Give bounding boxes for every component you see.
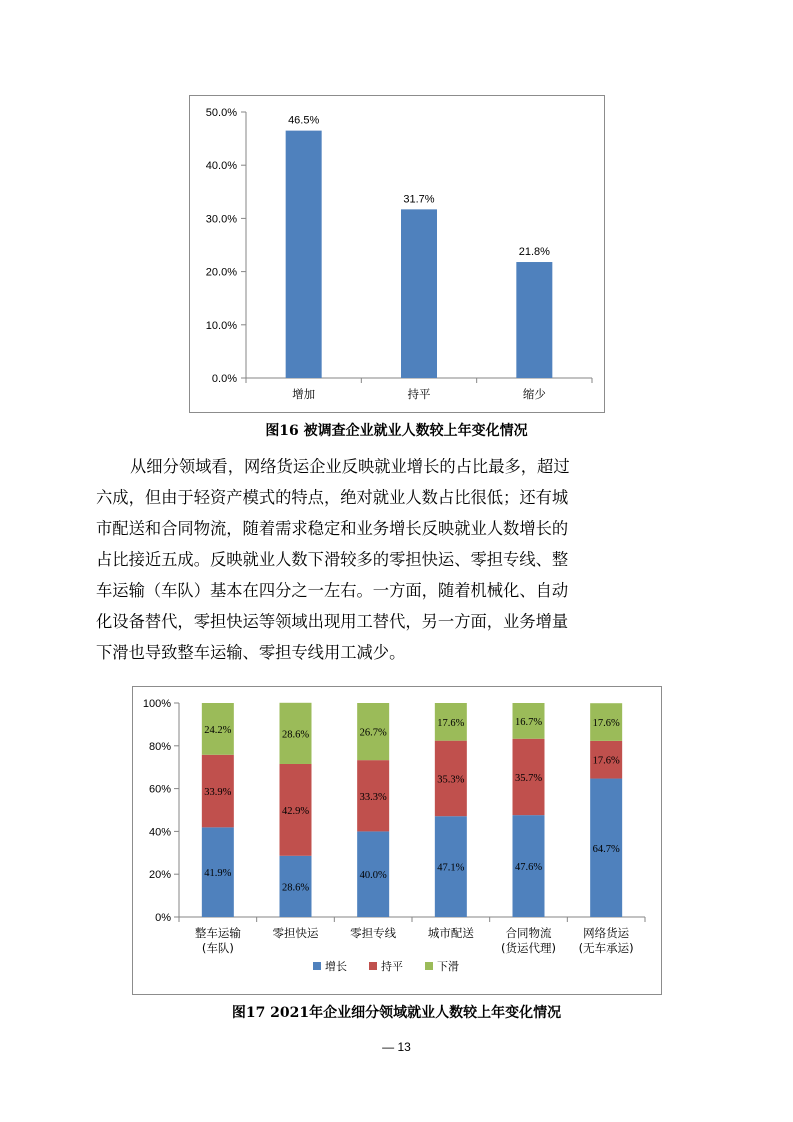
paragraph-line: 化设备替代，零担快运等领域出现用工替代，另一方面，业务增量 bbox=[96, 612, 569, 631]
segment-data-label: 26.7% bbox=[359, 727, 387, 739]
segment-data-label: 17.6% bbox=[592, 718, 620, 730]
legend-label: 下滑 bbox=[437, 960, 459, 973]
y-tick-label: 50.0% bbox=[205, 107, 237, 119]
y-tick-label: 40% bbox=[148, 826, 171, 839]
legend-swatch bbox=[425, 962, 433, 970]
bar-data-label: 31.7% bbox=[403, 193, 435, 206]
x-category-label: 整车运输 bbox=[194, 926, 241, 940]
x-category-label: 零担专线 bbox=[350, 926, 397, 940]
x-category-label: 城市配送 bbox=[427, 926, 474, 940]
y-tick-label: 20.0% bbox=[205, 266, 237, 279]
x-category-label: (车队) bbox=[201, 941, 234, 955]
body-paragraph bbox=[96, 451, 696, 668]
segment-data-label: 42.9% bbox=[281, 805, 310, 817]
segment-data-label: 28.6% bbox=[281, 882, 310, 894]
bar bbox=[401, 209, 437, 378]
figure-16-caption: 图16 被调查企业就业人数较上年变化情况 bbox=[265, 423, 528, 439]
segment-data-label: 35.3% bbox=[437, 774, 465, 786]
y-tick-label: 60% bbox=[148, 783, 171, 796]
x-category-label: 合同物流 bbox=[505, 926, 552, 940]
legend-label: 增长 bbox=[325, 960, 347, 973]
y-tick-label: 40.0% bbox=[205, 160, 237, 173]
legend-label: 持平 bbox=[381, 960, 403, 973]
y-tick-label: 10.0% bbox=[205, 319, 237, 332]
y-tick-label: 80% bbox=[148, 740, 171, 753]
segment-data-label: 33.9% bbox=[204, 787, 232, 799]
y-tick-label: 0.0% bbox=[211, 373, 237, 385]
segment-data-label: 17.6% bbox=[592, 755, 620, 767]
segment-data-label: 35.7% bbox=[514, 772, 543, 784]
paragraph-line: 市配送和合同物流，随着需求稳定和业务增长反映就业人数增长的 bbox=[96, 519, 569, 538]
paragraph-line: 从细分领域看，网络货运企业反映就业增长的占比最多，超过 bbox=[130, 457, 570, 476]
y-tick-label: 0% bbox=[155, 912, 171, 924]
bar bbox=[516, 262, 552, 378]
bar-data-label: 46.5% bbox=[288, 114, 320, 127]
segment-data-label: 28.6% bbox=[281, 729, 310, 741]
segment-data-label: 16.7% bbox=[514, 716, 543, 728]
bar-chart-svg bbox=[190, 96, 604, 412]
chart-employment-change bbox=[189, 95, 605, 413]
segment-data-label: 64.7% bbox=[592, 843, 620, 855]
segment-data-label: 47.6% bbox=[514, 862, 543, 874]
segment-data-label: 41.9% bbox=[204, 868, 232, 880]
segment-data-label: 33.3% bbox=[359, 791, 387, 803]
x-category-label: (无车承运) bbox=[578, 941, 634, 955]
x-category-label: 网络货运 bbox=[583, 926, 630, 940]
bar bbox=[286, 131, 322, 378]
x-category-label: (货运代理) bbox=[501, 941, 556, 955]
x-category-label: 增加 bbox=[292, 387, 316, 401]
segment-data-label: 17.6% bbox=[437, 717, 465, 729]
page-number: — 13 bbox=[382, 1040, 411, 1054]
bar-data-label: 21.8% bbox=[518, 246, 550, 259]
y-tick-label: 30.0% bbox=[205, 213, 237, 226]
chart-segment-employment bbox=[132, 686, 662, 995]
segment-data-label: 47.1% bbox=[437, 862, 465, 874]
legend-swatch bbox=[369, 962, 377, 970]
paragraph-line: 车运输（车队）基本在四分之一左右。一方面，随着机械化、自动 bbox=[96, 581, 569, 600]
x-category-label: 零担快运 bbox=[272, 926, 319, 940]
figure-17-caption: 图17 2021年企业细分领域就业人数较上年变化情况 bbox=[231, 1005, 562, 1021]
x-category-label: 持平 bbox=[407, 387, 431, 401]
segment-data-label: 24.2% bbox=[204, 724, 232, 736]
stacked-bar-chart-svg bbox=[133, 687, 661, 994]
legend-swatch bbox=[313, 962, 321, 970]
x-category-label: 缩少 bbox=[522, 387, 546, 401]
y-tick-label: 20% bbox=[148, 869, 171, 882]
paragraph-line: 占比接近五成。反映就业人数下滑较多的零担快运、零担专线、整 bbox=[96, 550, 569, 569]
paragraph-line: 下滑也导致整车运输、零担专线用工减少。 bbox=[96, 643, 406, 662]
segment-data-label: 40.0% bbox=[359, 870, 387, 882]
y-tick-label: 100% bbox=[142, 698, 171, 710]
paragraph-line: 六成，但由于轻资产模式的特点，绝对就业人数占比很低；还有城 bbox=[96, 488, 569, 507]
